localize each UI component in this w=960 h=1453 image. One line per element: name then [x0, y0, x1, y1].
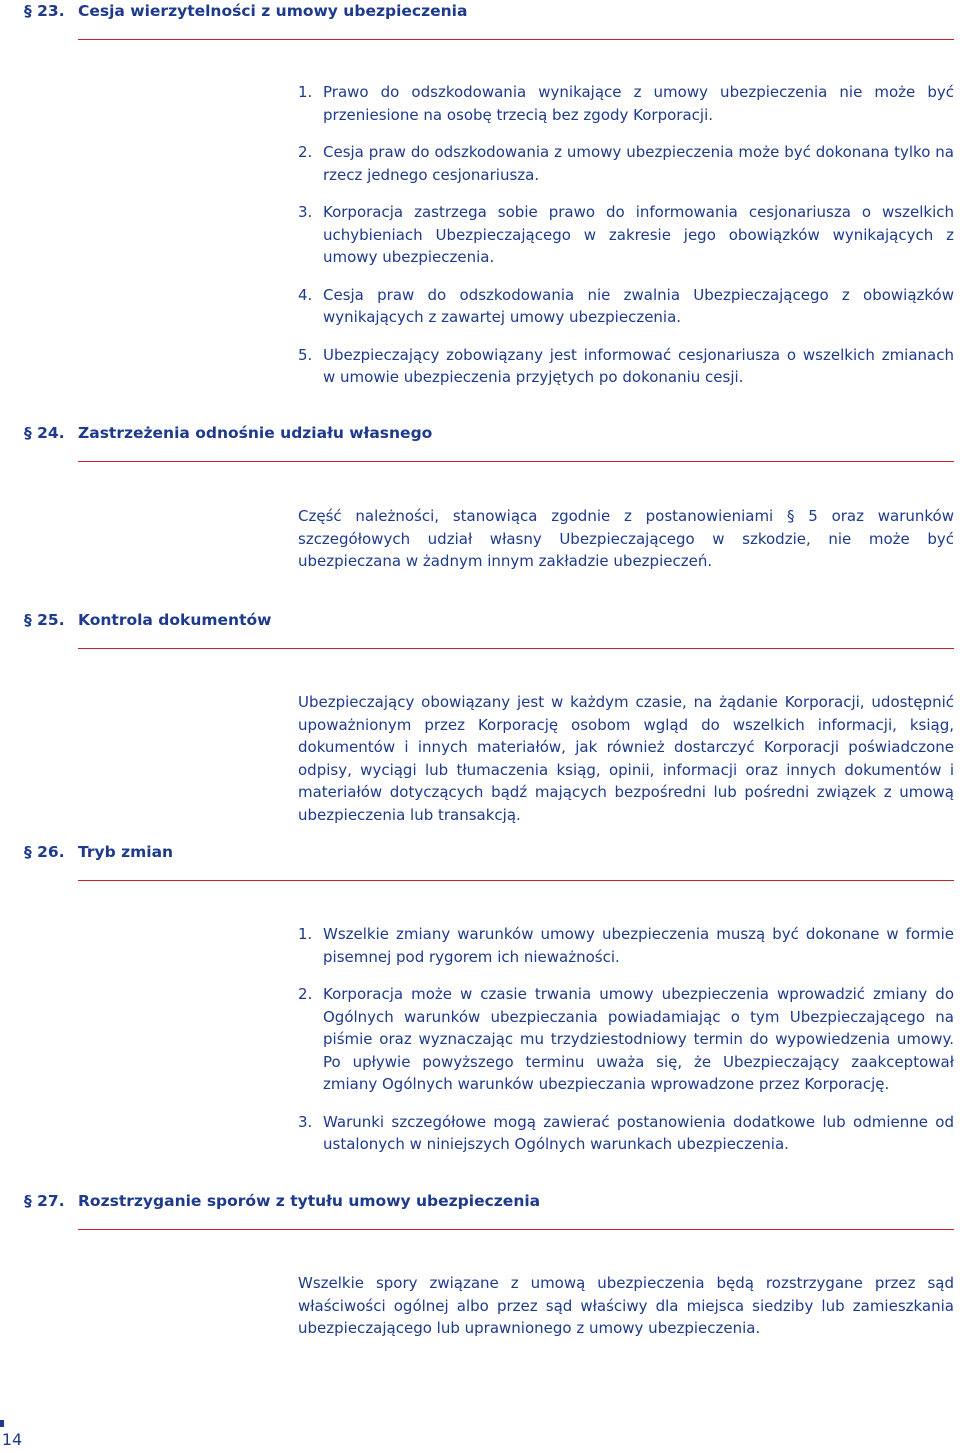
section-heading-24: [24, 422, 954, 444]
section-title: Cesja wierzytelności z umowy ubezpieczenia: [78, 2, 468, 20]
section-divider: [78, 880, 954, 881]
section-heading-25: [24, 609, 954, 631]
list-item: [298, 81, 954, 126]
section-title: Tryb zmian: [78, 843, 174, 861]
section-heading-26: [24, 841, 954, 863]
section-title: Rozstrzyganie sporów z tytułu umowy ubezpieczenia: [78, 1192, 541, 1210]
section-title: Kontrola dokumentów: [78, 611, 272, 629]
item-number: 5.: [298, 345, 313, 364]
item-number: 2.: [298, 985, 313, 1003]
list-item: [298, 1111, 954, 1156]
section-number: § 23.: [24, 2, 65, 20]
list-item: [298, 201, 954, 269]
section-divider: [78, 461, 954, 462]
section-title: Zastrzeżenia odnośnie udziału własnego: [78, 424, 433, 442]
item-text: Warunki szczegółowe mogą zawierać postanowienia dodatkowe lub odmienne od ustalonych w niniejszych Ogólnych warunkach ubezpieczenia.: [323, 1112, 954, 1153]
section-paragraph-25: Ubezpieczający obowiązany jest w każdym czasie, na żądanie Korporacji, udostępnić upoważnionym przez Korporację osobom wgląd do wszelkich informacji, ksiąg, dokumentów i innych materiałów, jak również dostarczyć Korporacji poświadczone odpisy, wyciągi lub tłumaczenia ksiąg, opinii, informacji oraz innych dokumentów i materiałów dotyczących bądź mających bezpośredni lub pośredni związek z umową ubezpieczenia lub transakcją.: [298, 693, 954, 824]
list-item: [298, 983, 954, 1096]
list-item: [298, 923, 954, 968]
section-divider: [78, 1229, 954, 1230]
section-number: § 24.: [24, 424, 65, 442]
item-number: 3.: [298, 203, 313, 221]
page-number: 14: [0, 1427, 24, 1453]
item-text: Prawo do odszkodowania wynikające z umowy ubezpieczenia nie może być przeniesione na osobę trzecią bez zgody Korporacji.: [323, 83, 954, 124]
section-divider: [78, 648, 954, 649]
section-divider: [78, 39, 954, 40]
item-number: 2.: [298, 143, 313, 161]
item-text: Wszelkie zmiany warunków umowy ubezpieczenia muszą być dokonane w formie pisemnej pod rygorem ich nieważności.: [323, 925, 954, 966]
item-text: Ubezpieczający zobowiązany jest informować cesjonariusza o wszelkich zmianach w umowie ubezpieczenia przyjętych po dokonaniu cesji.: [323, 345, 954, 386]
section-number: § 25.: [24, 611, 65, 629]
item-text: Cesja praw do odszkodowania z umowy ubezpieczenia może być dokonana tylko na rzecz jednego cesjonariusza.: [323, 143, 954, 184]
item-number: 4.: [298, 285, 313, 304]
item-number: 1.: [298, 83, 313, 101]
list-item: [298, 284, 954, 329]
list-item: [298, 344, 954, 389]
section-heading-23: [24, 0, 954, 22]
section-number: § 27.: [24, 1192, 65, 1210]
section-body-26: [298, 923, 954, 1171]
item-text: Cesja praw do odszkodowania nie zwalnia Ubezpieczającego z obowiązków wynikających z zawartej umowy ubezpieczenia.: [323, 285, 954, 326]
item-number: 1.: [298, 925, 313, 943]
item-text: Korporacja może w czasie trwania umowy ubezpieczenia wprowadzić zmiany do Ogólnych warunków ubezpieczania powiadamiając o tym Ubezpieczającego na piśmie oraz wyznaczając mu trzydziestodniowy termin do wypowiedzenia umowy. Po upływie powyższego terminu uważa się, że Ubezpieczający zaakceptował zmiany Ogólnych warunków ubezpieczania wprowadzone przez Korporację.: [323, 985, 954, 1093]
item-text: Korporacja zastrzega sobie prawo do informowania cesjonariusza o wszelkich uchybieniach Ubezpieczającego w zakresie jego obowiązków wynikających z umowy ubezpieczenia.: [323, 203, 954, 266]
list-item: [298, 141, 954, 186]
item-number: 3.: [298, 1112, 313, 1131]
section-body-23: [298, 81, 954, 404]
section-paragraph-24: Część należności, stanowiąca zgodnie z postanowieniami § 5 oraz warunków szczegółowych udział własny Ubezpieczającego w szkodzie, nie może być ubezpieczana w żadnym innym zakładzie ubezpieczeń.: [298, 507, 954, 570]
section-heading-27: [24, 1190, 954, 1212]
section-paragraph-27: Wszelkie spory związane z umową ubezpieczenia będą rozstrzygane przez sąd właściwości ogólnej albo przez sąd właściwy dla miejsca siedziby lub zamieszkania ubezpieczającego lub uprawnionego z umowy ubezpieczenia.: [298, 1274, 954, 1337]
section-number: § 26.: [24, 843, 65, 861]
